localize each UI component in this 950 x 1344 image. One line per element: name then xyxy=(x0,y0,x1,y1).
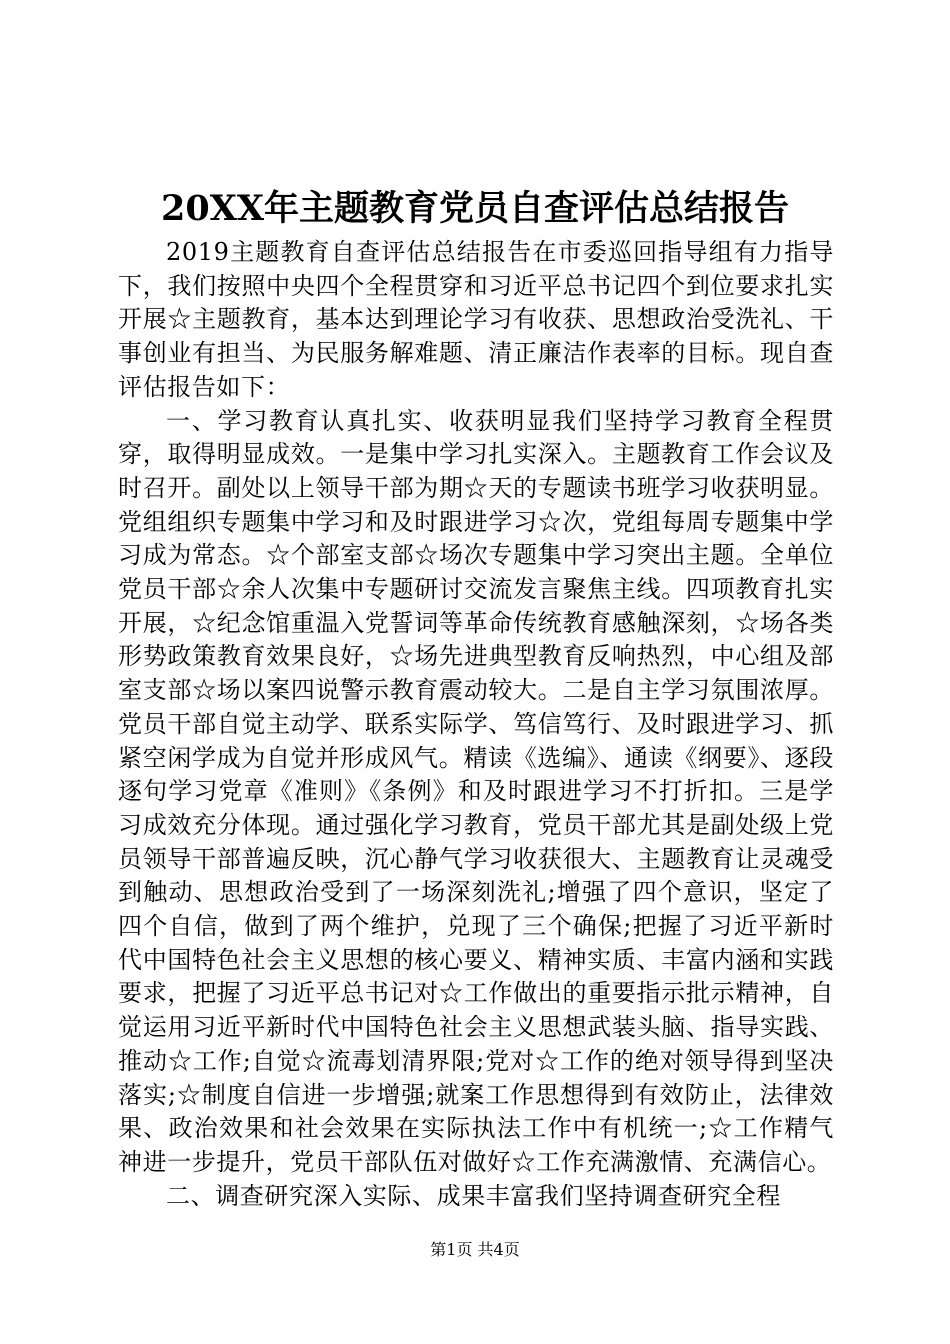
paragraph-section-two: 二、调查研究深入实际、成果丰富我们坚持调查研究全程 xyxy=(166,1181,781,1210)
paragraph-intro: 2019主题教育自查评估总结报告在市委巡回指导组有力指导下，我们按照中央四个全程贯穿和习近平总书记四个到位要求扎实开展☆主题教育，基本达到理论学习有收获、思想政治受洗礼、干事创业有担当、为民服务解难题、清正廉洁作表率的目标。现自查评估报告如下： xyxy=(118,238,834,401)
document-body xyxy=(118,236,834,1213)
page-footer: 第1页 共4页 xyxy=(430,1240,520,1259)
document-title: 20XX年主题教育党员自查评估总结报告 xyxy=(160,188,790,229)
paragraph-section-one: 一、学习教育认真扎实、收获明显我们坚持学习教育全程贯穿，取得明显成效。一是集中学习扎实深入。主题教育工作会议及时召开。副处以上领导干部为期☆天的专题读书班学习收获明显。党组组织专题集中学习和及时跟进学习☆次，党组每周专题集中学习成为常态。☆个部室支部☆场次专题集中学习突出主题。全单位党员干部☆余人次集中专题研讨交流发言聚焦主线。四项教育扎实开展，☆纪念馆重温入党誓词等革命传统教育感触深刻，☆场各类形势政策教育效果良好，☆场先进典型教育反响热烈，中心组及部室支部☆场以案四说警示教育震动较大。二是自主学习氛围浓厚。党员干部自觉主动学、联系实际学、笃信笃行、及时跟进学习、抓紧空闲学成为自觉并形成风气。精读《选编》、通读《纲要》、逐段逐句学习党章《准则》《条例》和及时跟进学习不打折扣。三是学习成效充分体现。通过强化学习教育，党员干部尤其是副处级上党员领导干部普遍反映，沉心静气学习收获很大、主题教育让灵魂受到触动、思想政治受到了一场深刻洗礼;增强了四个意识，坚定了四个自信，做到了两个维护，兑现了三个确保;把握了习近平新时代中国特色社会主义思想的核心要义、精神实质、丰富内涵和实践要求，把握了习近平总书记对☆工作做出的重要指示批示精神，自觉运用习近平新时代中国特色社会主义思想武装头脑、指导实践、推动☆工作;自觉☆流毒划清界限;党对☆工作的绝对领导得到坚决落实;☆制度自信进一步增强;就案工作思想得到有效防止，法律效果、政治效果和社会效果在实际执法工作中有机统一;☆工作精气神进一步提升，党员干部队伍对做好☆工作充满激情、充满信心。 xyxy=(118,406,834,1176)
